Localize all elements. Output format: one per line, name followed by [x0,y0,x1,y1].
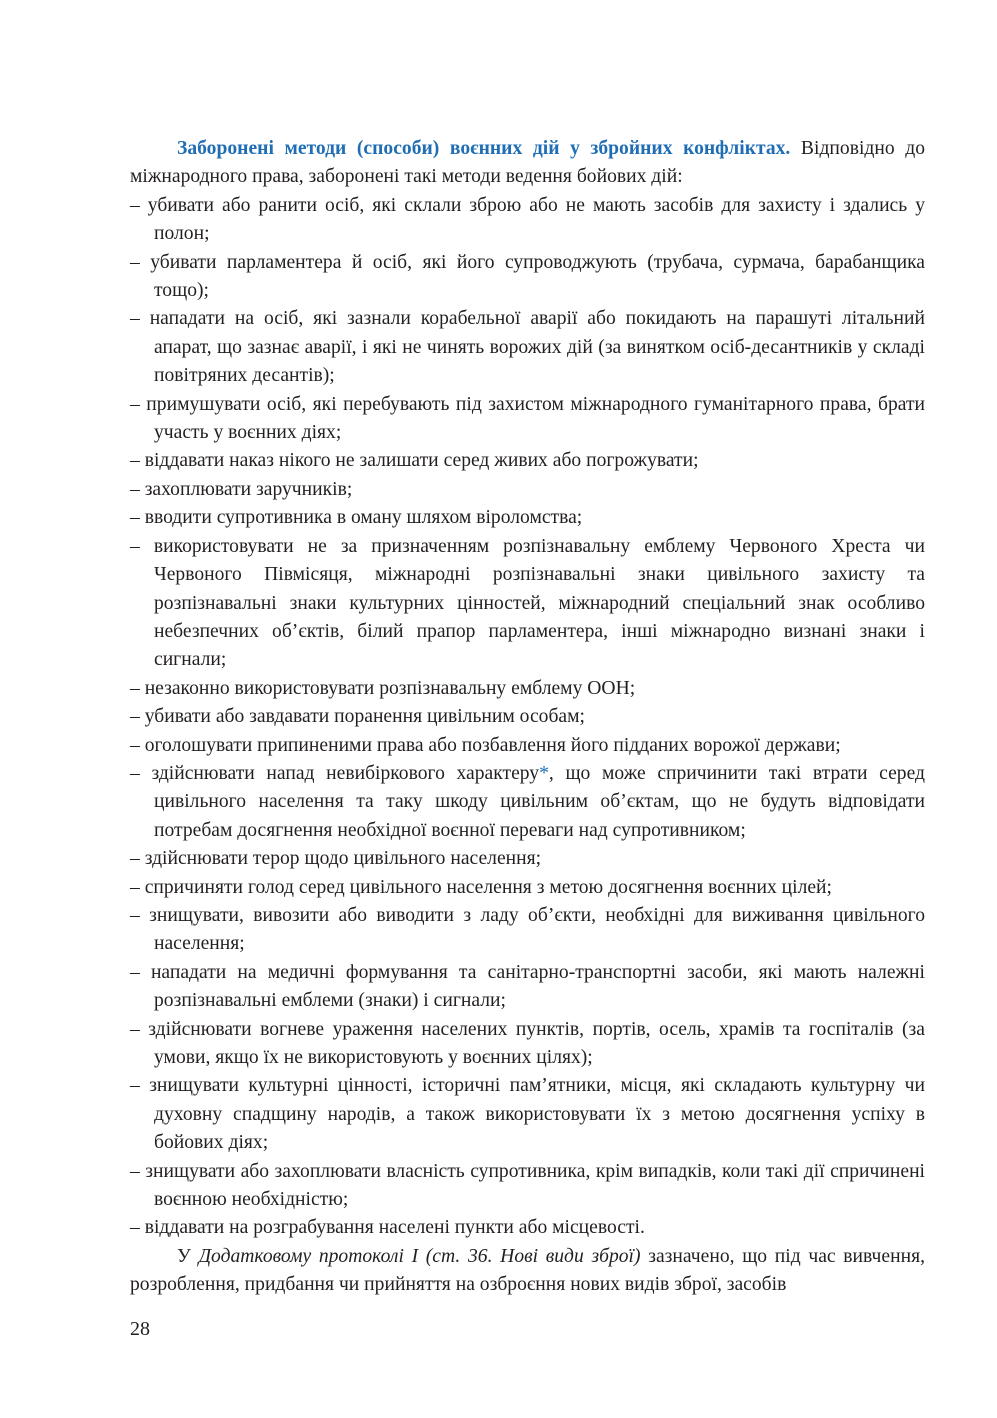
list-item-starred [130,760,925,845]
list-item: – оголошувати припиненими права або позбавлення його підданих ворожої держави; [130,734,841,756]
prohibited-methods-list [130,192,925,1243]
list-item: – примушувати осіб, які перебувають під захистом міжнародного гуманітарного права, брати участь у воєнних діях; [130,393,925,444]
closing-paragraph [130,1243,925,1300]
list-item: – використовувати не за призначенням розпізнавальну емблему Червоного Хреста чи Червоного Півмісяця, міжнародні розпізнавальні знаки цивільного захисту та розпізнавальні знаки культурних цінностей, міжнародний спеціальний знак особливо небезпечних об’єктів, білий прапор парламентера, інші міжнародно визнані знаки і сигнали; [130,535,925,671]
section-heading: Заборонені методи (способи) воєнних дій у збройних конфліктах. [177,138,791,159]
list-item: – убивати парламентера й осіб, які його супроводжують (трубача, сурмача, барабанщика тощо); [130,251,925,302]
list-item: – знищувати, вивозити або виводити з ладу об’єкти, необхідні для виживання цивільного населення; [130,904,925,955]
list-item: – убивати або завдавати поранення цивільним особам; [130,706,585,728]
starred-item-rest: , що може спричинити такі втрати серед цивільного населення та таку шкоду цивільним об’єктам, що не будуть відповідати потребам досягнення необхідної воєнної переваги над супротивником; [154,762,925,841]
page-body [130,135,925,1300]
list-item: – здійснювати вогневе ураження населених пунктів, портів, осель, храмів та госпіталів (за умови, якщо їх не використовують у воєнних цілях); [130,1018,925,1068]
page-number: 28 [130,1318,150,1340]
intro-paragraph [130,135,925,192]
list-item: – віддавати на розграбування населені пункти або місцевості. [130,1217,645,1239]
list-item: – знищувати або захоплювати власність супротивника, крім випадків, коли такі дії спричинені воєнною необхідністю; [130,1160,925,1211]
closing-text: зазначено, що під час вивчення, розроблення, придбання чи прийняття на озброєння нових видів зброї, засобів [130,1245,925,1296]
list-item: – знищувати культурні цінності, історичні пам’ятники, місця, які складають культурну чи духовну спадщину народів, а також використовувати їх з метою досягнення успіху в бойових діях; [130,1075,925,1154]
list-item: – здійснювати терор щодо цивільного населення; [130,848,542,870]
footnote-marker[interactable]: * [539,762,549,784]
list-item: – нападати на медичні формування та санітарно-транспортні засоби, які мають належні розпізнавальні емблеми (знаки) і сигнали; [130,961,925,1012]
list-item: – спричиняти голод серед цивільного населення з метою досягнення воєнних цілей; [130,876,832,898]
closing-lead: У [177,1245,199,1267]
list-item: – незаконно використовувати розпізнавальну емблему ООН; [130,677,636,699]
list-item: – віддавати наказ нікого не залишати серед живих або погрожувати; [130,450,699,472]
list-item: – захоплювати заручників; [130,478,353,500]
starred-item-text: – здійснювати напад невибіркового характеру [130,762,540,784]
list-item: – убивати або ранити осіб, які склали зброю або не мають засобів для захисту і здались у полон; [130,194,925,245]
protocol-reference: Додатковому протоколі І (ст. 36. Нові види зброї) [198,1245,641,1267]
list-item: – вводити супротивника в оману шляхом віроломства; [130,507,583,529]
intro-text: Відповідно до міжнародного права, заборонені такі методи ведення бойових дій: [130,138,925,188]
list-item: – нападати на осіб, які зазнали корабельної аварії або покидають на парашуті літальний апарат, що зазнає аварії, і які не чинять ворожих дій (за винятком осіб-десантників у складі повітряних десантів); [130,308,925,387]
